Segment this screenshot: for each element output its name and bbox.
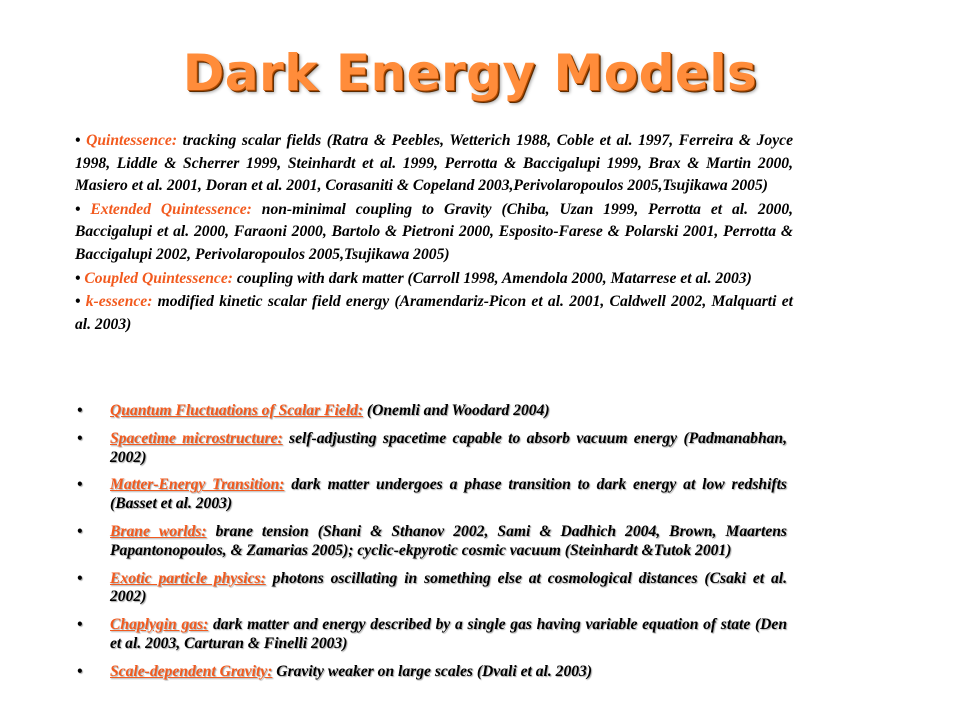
item-description: tracking scalar fields (Ratra & Peebles, Wetterich 1988, Coble et al. 1997, Ferreira & Joyce 1998, Liddle & Scherrer 1999, Steinhardt et al. 1999, Perrotta & Baccigalupi 1999, Brax & Martin 2000, Masiero et al. 2001, Doran et al. 2001, Corasaniti & Copeland 2003,Perivolaropoulos 2005,Tsujikawa 2005) — [75, 132, 793, 195]
item-description: dark matter undergoes a phase transition to dark energy at low redshifts (Basset et al. 2003) — [110, 476, 787, 513]
alternative-models-list — [75, 402, 787, 691]
list-item-extended-quintessence — [75, 199, 793, 267]
list-item-matter-energy-transition — [75, 476, 787, 514]
bullet: • — [77, 569, 83, 587]
item-term: Chaplygin gas: — [110, 616, 209, 634]
item-description: brane tension (Shani & Sthanov 2002, Sami & Dadhich 2004, Brown, Maartens Papantonopoulos, & Zamarias 2005); cyclic-ekpyrotic cosmic vacuum (Steinhardt &Tutok 2001) — [110, 522, 787, 559]
item-description: Gravity weaker on large scales (Dvali et al. 2003) — [272, 662, 593, 680]
list-item-quintessence — [75, 130, 793, 198]
item-description: self-adjusting spacetime capable to absorb vacuum energy (Padmanabhan, 2002) — [110, 429, 787, 466]
slide-title: Dark Energy Models — [182, 44, 758, 102]
item-term: Scale-dependent Gravity: — [110, 662, 273, 680]
item-term: k-essence: — [85, 293, 153, 311]
item-term: Quintessence: — [86, 132, 178, 149]
bullet: • — [77, 476, 83, 494]
item-term: Brane worlds: — [110, 522, 207, 540]
bullet: • — [75, 293, 81, 311]
bullet: • — [75, 132, 81, 149]
list-item-quantum-fluctuations — [75, 402, 787, 421]
item-term: Coupled Quintessence: — [84, 269, 233, 287]
list-item-coupled-quintessence — [75, 268, 793, 291]
bullet: • — [77, 429, 83, 447]
item-description: coupling with dark matter (Carroll 1998, Amendola 2000, Matarrese et al. 2003) — [232, 269, 752, 287]
item-description: dark matter and energy described by a single gas having variable equation of state (Den et al. 2003, Carturan & Finelli 2003) — [110, 616, 787, 652]
dark-energy-models-list — [75, 130, 793, 337]
item-term: Matter-Energy Transition: — [110, 476, 285, 494]
list-item-k-essence — [75, 291, 793, 336]
list-item-spacetime-microstructure — [75, 430, 787, 468]
item-description: non-minimal coupling to Gravity (Chiba, Uzan 1999, Perrotta et al. 2000, Baccigalupi et al. 2000, Faraoni 2000, Bartolo & Pietroni 2000, Esposito-Farese & Polarski 2001, Perrotta & Baccigalupi 2002, Perivolaropoulos 2005,Tsujikawa 2005) — [75, 200, 794, 263]
list-item-scale-dependent-gravity — [75, 663, 787, 682]
bullet: • — [77, 662, 83, 680]
list-item-exotic-particle-physics — [75, 570, 787, 608]
bullet: • — [77, 616, 83, 634]
bullet: • — [75, 200, 81, 218]
item-description: (Onemli and Woodard 2004) — [363, 402, 550, 419]
bullet: • — [75, 269, 81, 287]
item-term: Exotic particle physics: — [110, 569, 266, 587]
bullet: • — [77, 522, 83, 540]
list-item-chaplygin-gas — [75, 616, 787, 654]
bullet: • — [77, 402, 83, 419]
item-term: Quantum Fluctuations of Scalar Field: — [110, 402, 364, 419]
list-item-brane-worlds — [75, 523, 787, 561]
item-description: modified kinetic scalar field energy (Aramendariz-Picon et al. 2001, Caldwell 2002, Malquarti et al. 2003) — [75, 293, 793, 333]
item-term: Extended Quintessence: — [90, 200, 252, 218]
item-term: Spacetime microstructure: — [110, 429, 283, 447]
item-description: photons oscillating in something else at cosmological distances (Csaki et al. 2002) — [110, 569, 787, 606]
